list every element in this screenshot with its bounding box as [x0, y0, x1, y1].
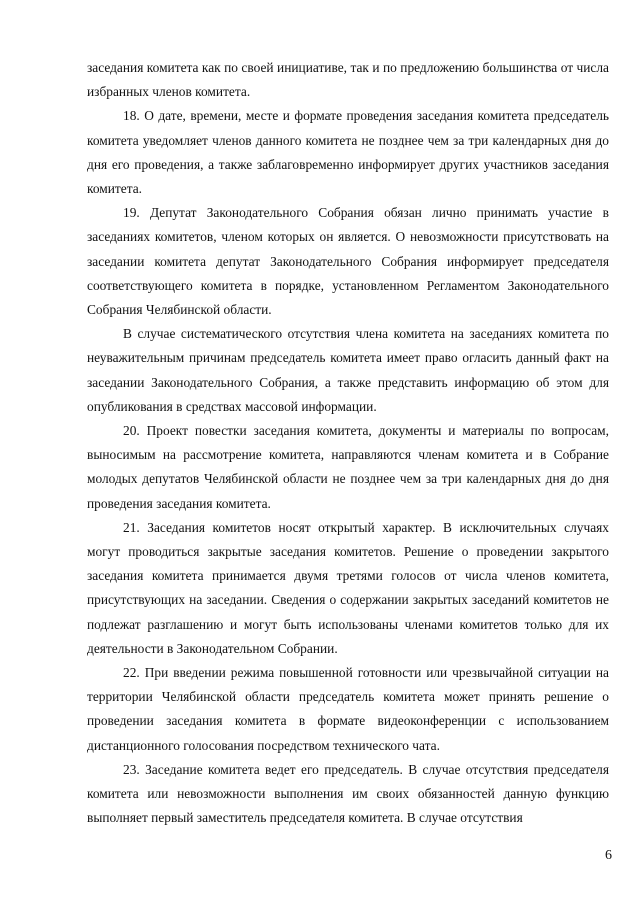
document-body: [87, 56, 609, 831]
paragraph-19: 19. Депутат Законодательного Собрания обязан лично принимать участие в заседаниях комитетов, членом которых он является. О невозможности присутствовать на заседании комитета депутат Законодательного Собрания информирует председателя соответствующего комитета в порядке, установленном Регламентом Законодательного Собрания Челябинской области.: [87, 205, 609, 318]
paragraph-19-absence: В случае систематического отсутствия члена комитета на заседаниях комитета по неуважительным причинам председатель комитета имеет право огласить данный факт на заседании Законодательного Собрания, а также представить информацию об этом для опубликования в средствах массовой информации.: [87, 326, 609, 414]
page-number: 6: [605, 848, 612, 863]
paragraph-continued: заседания комитета как по своей инициативе, так и по предложению большинства от числа избранных членов комитета.: [87, 60, 609, 100]
paragraph-22: 22. При введении режима повышенной готовности или чрезвычайной ситуации на территории Челябинской области председатель комитета может принять решение о проведении заседания комитета в формате видеоконференции с использованием дистанционного голосования посредством технического чата.: [87, 665, 609, 753]
paragraph-21: 21. Заседания комитетов носят открытый характер. В исключительных случаях могут проводиться закрытые заседания комитетов. Решение о проведении закрытого заседания комитета принимается двумя третями голосов от числа членов комитета, присутствующих на заседании. Сведения о содержании закрытых заседаний комитетов не подлежат разглашению и могут быть использованы членами комитетов только для их деятельности в Законодательном Собрании.: [87, 519, 609, 656]
paragraph-18: 18. О дате, времени, месте и формате проведения заседания комитета председатель комитета уведомляет членов данного комитета не позднее чем за три календарных дня до дня его проведения, а также заблаговременно информирует других участников заседания комитета.: [87, 108, 609, 197]
paragraph-23: 23. Заседание комитета ведет его председатель. В случае отсутствия председателя комитета или невозможности выполнения им своих обязанностей данную функцию выполняет первый заместитель председателя комитета. В случае отсутствия: [87, 761, 609, 826]
paragraph-20: 20. Проект повестки заседания комитета, документы и материалы по вопросам, выносимым на рассмотрение комитета, направляются членам комитета и в Собрание молодых депутатов Челябинской области не позднее чем за три календарных дня до дня проведения заседания комитета.: [87, 423, 609, 511]
